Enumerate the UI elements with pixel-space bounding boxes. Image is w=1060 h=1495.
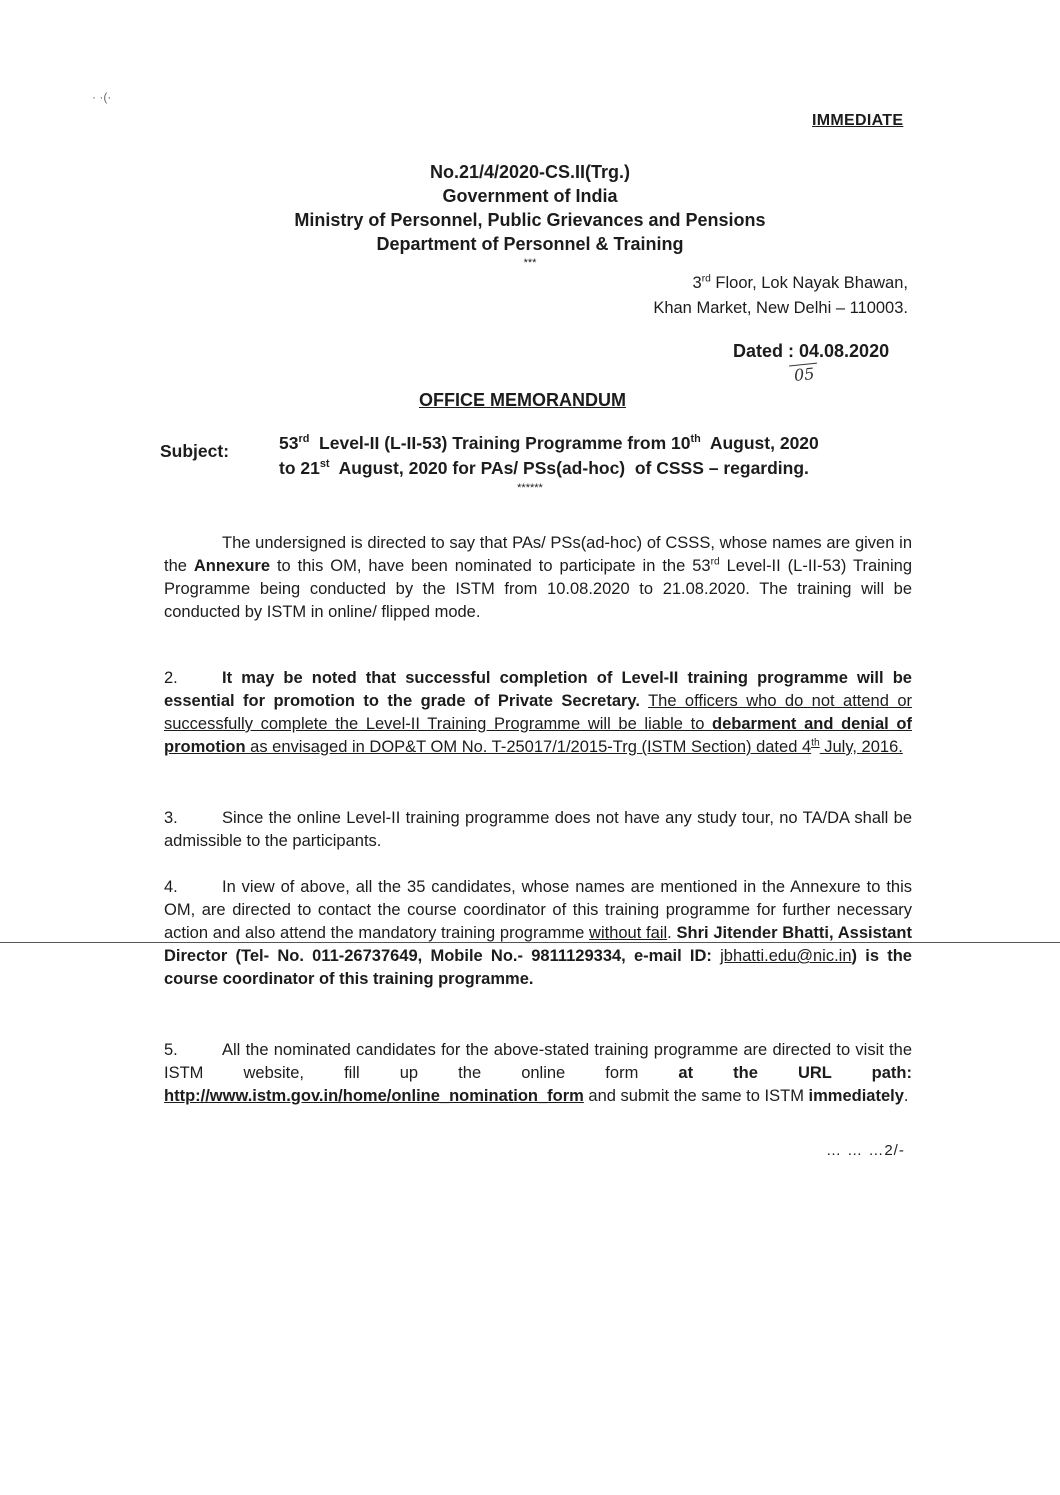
nomination-form-link[interactable]: http://www.istm.gov.in/home/online_nomination_form	[164, 1087, 584, 1105]
dated-line: Dated : 04.08.2020	[733, 341, 890, 361]
page-continuation: … … …2/-	[826, 1142, 905, 1159]
header-separator: ***	[523, 257, 537, 269]
department-line: Department of Personnel & Training	[376, 234, 684, 254]
handwritten-initial: 05	[789, 363, 819, 386]
paragraph-2: 2. It may be noted that successful completion of Level-II training programme will be essential for promotion to the grade of Private Secretary. The officers who do not attend or successfully complete the Level-II Training Programme will be liable to debarment and denial of promotion as envisaged in DOP&T OM No. T-25017/1/2015-Trg (ISTM Section) dated 4th July, 2016.	[164, 669, 912, 756]
paragraph-5: 5. All the nominated candidates for the above-stated training programme are directed to visit the ISTM website, fill up the online form at the URL path: http://www.istm.gov.in/home/online_nomination_form and submit the same to ISTM immediately.	[164, 1041, 912, 1105]
paragraph-1: The undersigned is directed to say that PAs/ PSs(ad-hoc) of CSSS, whose names are given in the Annexure to this OM, have been nominated to participate in the 53rd Level-II (L-II-53) Training Programme being conducted by the ISTM from 10.08.2020 to 21.08.2020. The training will be conducted by ISTM in online/ flipped mode.	[164, 534, 912, 621]
scan-mark: · ·(·	[92, 90, 112, 104]
paragraph-4: 4. In view of above, all the 35 candidates, whose names are mentioned in the Annexure to this OM, are directed to contact the course coordinator of this training programme for further necessary action and also attend the mandatory training programme without fail. Shri Jitender Bhatti, Assistant Director (Tel- No. 011-26737649, Mobile No.- 9811129334, e-mail ID: jbhatti.edu@nic.in) is the course coordinator of this training programme.	[164, 878, 912, 988]
ministry-line: Ministry of Personnel, Public Grievances and Pensions	[294, 210, 766, 230]
paragraph-3: 3. Since the online Level-II training programme does not have any study tour, no TA/DA shall be admissible to the participants.	[164, 809, 912, 850]
address-line-2: Khan Market, New Delhi – 110003.	[653, 299, 908, 317]
subject-label: Subject:	[160, 441, 230, 461]
government-line: Government of India	[442, 186, 618, 206]
memo-title: OFFICE MEMORANDUM	[419, 390, 626, 410]
file-number: No.21/4/2020-CS.II(Trg.)	[429, 162, 631, 182]
address-block	[653, 271, 908, 321]
priority-label: IMMEDIATE	[812, 112, 904, 129]
coordinator-email-link[interactable]: jbhatti.edu@nic.in	[720, 947, 852, 965]
subject-text: 53rd Level-II (L-II-53) Training Programme from 10th August, 2020 to 21st August, 2020 for PAs/ PSs(ad-hoc) of CSSS – regarding.	[279, 433, 819, 478]
address-line-1: 3rd Floor, Lok Nayak Bhawan,	[692, 273, 908, 292]
subject-separator: ******	[517, 482, 543, 494]
